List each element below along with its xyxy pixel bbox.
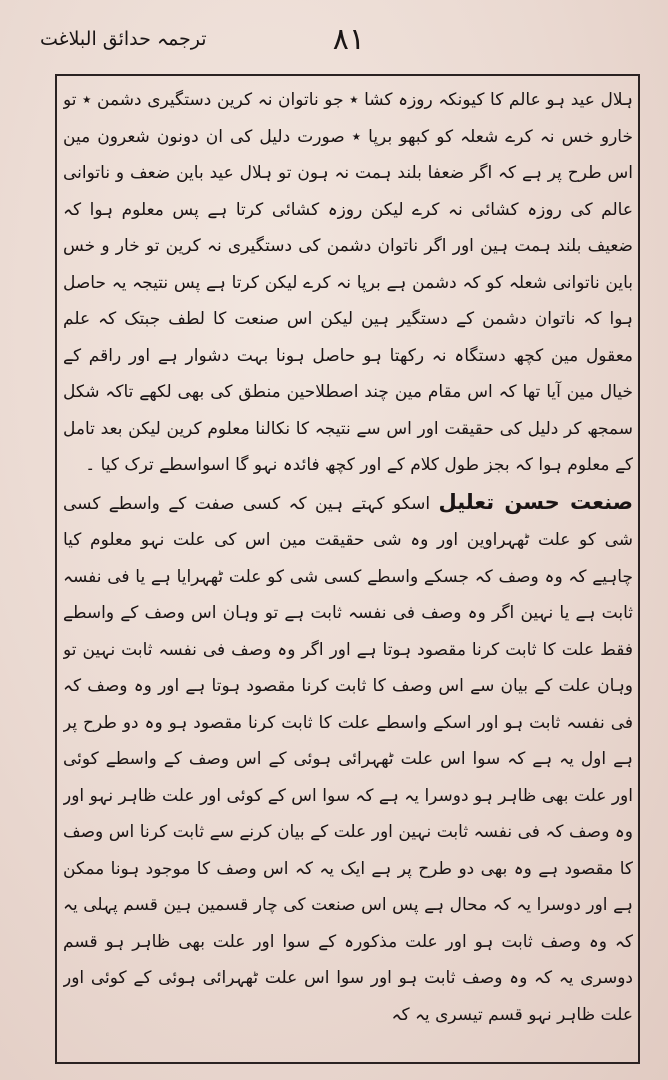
paragraph-text: اسکو کہتے ہین کہ کسی صفت کے واسطے کسی شی کو علت ٹھہراوین اور وہ شی حقیقت مین اس کی علت نہو معلوم کیا چاہیے کہ وہ وصف کہ جسکے واسطے کسی شی کو علت ٹھہرایا ہے یا فی نفسہ ثابت ہے یا نہین اگر وہ وصف فی نفسہ ثابت ہے تو وہان اس وصف کے واسطے فقط علت کا ثابت کرنا مقصود ہوتا ہے اور اگر وہ وصف فی نفسہ ثابت نہین تو وہان علت کے بیان سے اس وصف کا ثابت کرنا مقصود ہوتا ہے اور وہ وصف کہ فی نفسہ ثابت ہو اور اسکے واسطے علت کا ثابت کرنا مقصود ہو وہ دو طرح پر ہے اول یہ ہے کہ سوا اس علت ٹھہرائی ہوئی کے اس وصف کے واسطے کوئی اور علت بھی ظاہر ہو دوسرا یہ ہے کہ سوا اس کے کوئی اور علت ظاہر نہو اور وہ وصف کہ فی نفسہ ثابت نہین اور علت کے بیان کرنے سے ثابت کرنا اس وصف کا مقصود ہے وہ بھی دو طرح پر ہے ایک یہ کہ اس وصف کا موجود ہونا ممکن ہے اور دوسرا یہ کہ محال ہے پس اس صنعت کی چار قسمین ہین قسم پہلی یہ کہ وہ وصف ثابت ہو اور علت مذکورہ کے سوا اور علت بھی ظاہر ہو قسم دوسری یہ کہ وہ وصف ثابت ہو اور سوا اس علت ٹھہرائی ہوئی کے کوئی اور علت ظاہر نہو قسم تیسری یہ کہ	[63, 493, 633, 1025]
running-title: ترجمہ حدائق البلاغت	[40, 28, 207, 50]
paragraph	[63, 484, 633, 1034]
paragraph: ہلال عید ہو عالم کا کیونکہ روزہ کشا ٭ جو ناتوان نہ کرین دستگیری دشمن ٭ تو خارو خس نہ کرے شعلہ کو کبھو برپا ٭ صورت دلیل کی ان دونون شعرون مین اس طرح پر ہے کہ اگر ضعفا بلند ہمت نہ ہون تو ہلال عید باین ضعف و ناتوانی عالم کی روزہ کشائی نہ کرے لیکن روزہ کشائی کرتا ہے پس معلوم ہوا کہ ضعیف بلند ہمت ہین اور اگر ناتوان دشمن کی دستگیری نہ کرین تو خار و خس باین ناتوانی شعلہ کو کہ دشمن ہے برپا نہ کرے لیکن کرتا ہے پس نتیجہ یہ حاصل ہوا کہ ناتوان دشمن کے دستگیر ہین لیکن اس صنعت کا لطف جبتک کہ علم معقول مین کچھ دستگاہ نہ رکھتا ہو حاصل ہونا بہت دشوار ہے اور راقم کے خیال مین آیا تھا کہ اس مقام مین چند اصطلاحین منطق کی بھی لکھے تاکہ شکل سمجھ کر دلیل کی حقیقت اور اس سے نتیجہ کا نکالنا معلوم کرین لیکن بعد تامل کے معلوم ہوا کہ بجز طول کلام کے اور کچھ فائدہ نہو گا اسواسطے ترک کیا ۔	[63, 90, 633, 475]
body-text	[63, 82, 633, 1057]
page-number: ۸۱	[332, 22, 365, 57]
section-heading: صنعت حسن تعلیل	[438, 489, 633, 514]
page-header	[40, 22, 630, 62]
